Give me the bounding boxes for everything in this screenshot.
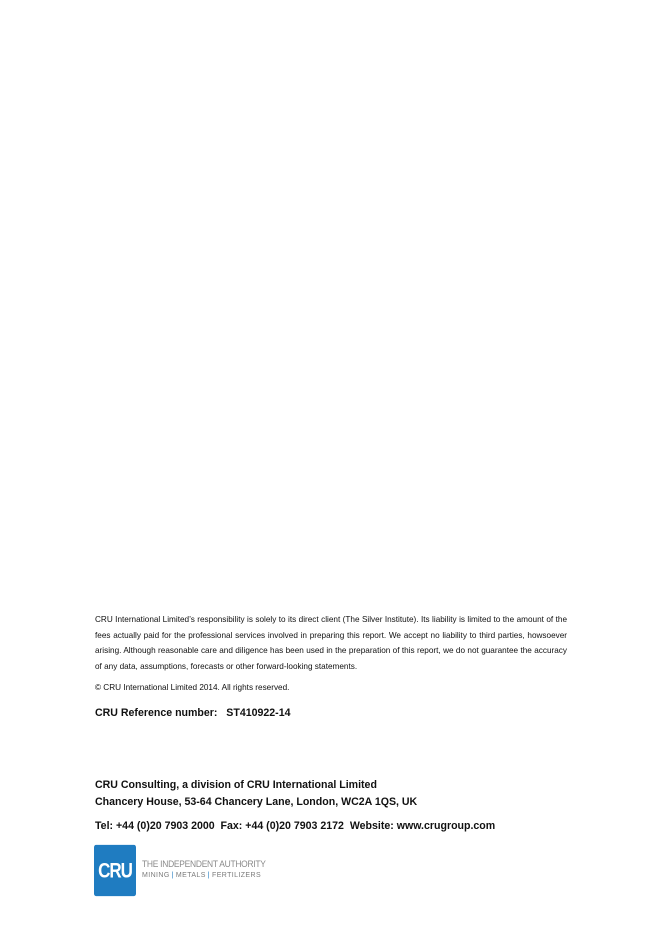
contact-details: Tel: +44 (0)20 7903 2000 Fax: +44 (0)20 7903 2172 Website: www.crugroup.com xyxy=(95,820,496,832)
cru-logo xyxy=(94,849,283,891)
separator: | xyxy=(171,872,174,879)
cru-logo-mark xyxy=(94,844,136,895)
reference-label: CRU Reference number: xyxy=(95,707,218,720)
reference-value: ST410922-14 xyxy=(226,707,291,720)
company-name: CRU Consulting, a division of CRU International Limited xyxy=(95,779,377,791)
sector-metals: METALS xyxy=(175,872,206,879)
logo-tagline: THE INDEPENDENT AUTHORITY xyxy=(142,859,266,870)
logo-wordmark xyxy=(142,859,283,881)
logo-mark-text: CRU xyxy=(98,857,132,882)
copyright-notice: © CRU International Limited 2014. All rights reserved. xyxy=(95,683,290,693)
sector-mining: MINING xyxy=(142,872,170,879)
disclaimer-section xyxy=(95,612,567,719)
disclaimer-text: CRU International Limited’s responsibility is solely to its direct client (The Silver Institute). Its liability is limited to the amount of the fees actually paid for the professional services involved in preparing this report. We accept no liability to third parties, howsoever arising. Although reasonable care and diligence has been used in the preparation of this report, we do not guarantee the accuracy of any data, assumptions, forecasts or other forward-looking statements. xyxy=(95,615,567,671)
company-address: Chancery House, 53-64 Chancery Lane, London, WC2A 1QS, UK xyxy=(95,796,418,808)
company-block xyxy=(95,777,595,811)
reference-number xyxy=(95,707,567,719)
logo-sectors xyxy=(142,870,283,881)
sector-fertilizers: FERTILIZERS xyxy=(212,872,262,879)
separator: | xyxy=(207,872,211,879)
